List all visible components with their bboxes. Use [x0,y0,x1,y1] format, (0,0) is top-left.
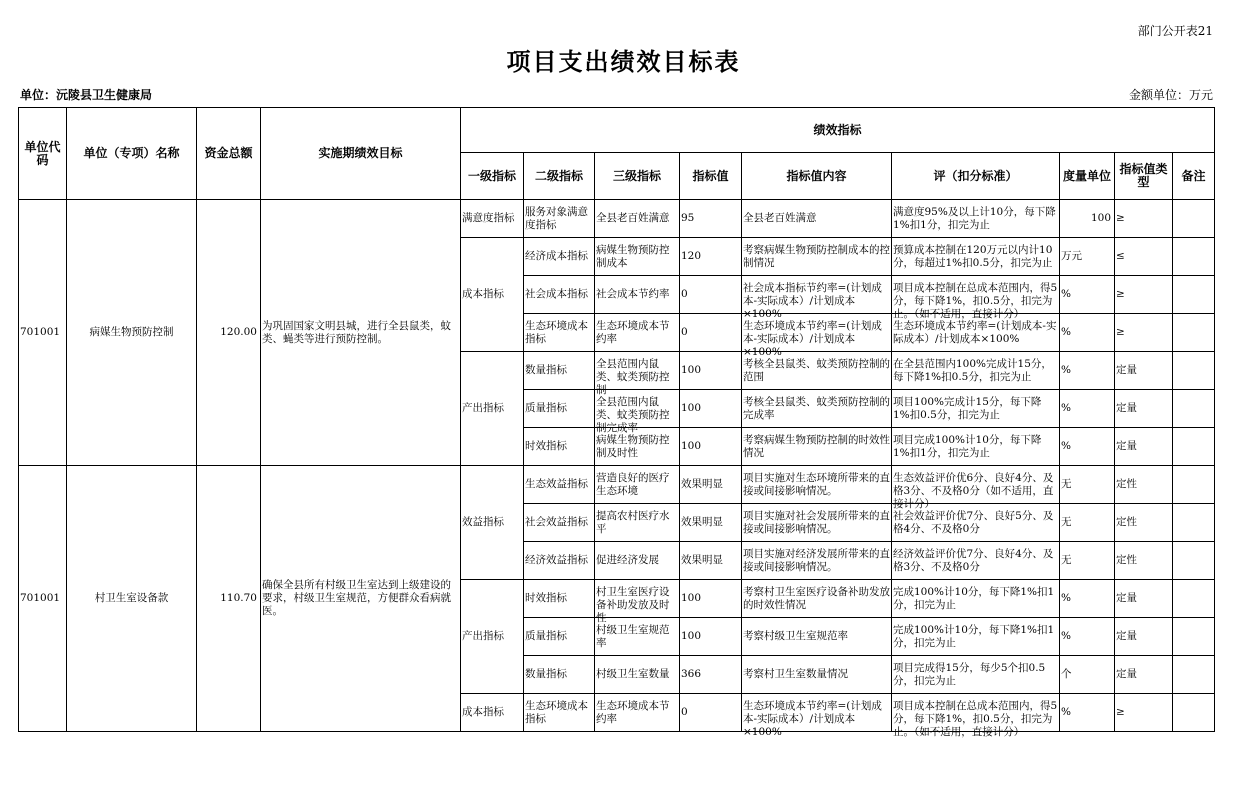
remark-cell [1173,238,1215,276]
content-cell [742,314,892,358]
goal-cell: 为巩固国家文明县城，进行全县鼠类，蚊类、蝇类等进行预防控制。 [261,200,461,466]
measure-unit-cell: % [1060,694,1115,732]
content-cell [742,200,892,238]
col-score: 评（扣分标准） [892,153,1060,200]
content-cell-text: 全县老百姓满意 [743,212,817,224]
remark-cell [1173,314,1215,352]
score-cell-text: 项目完成得15分，每少5个扣0.5分，扣完为止 [893,661,1046,687]
score-cell-text: 生态环境成本节约率=(计划成本-实际成本）/计划成本×100% [893,319,1057,345]
value-type-cell: 定量 [1115,618,1173,656]
score-cell-text: 满意度95%及以上计10分，每下降1%扣1分，扣完为止 [893,205,1056,231]
level3-cell [595,390,680,434]
table-body [19,200,1215,738]
level3-cell [595,238,680,276]
level3-cell-text: 生态环境成本节约率 [596,319,670,345]
score-cell [892,352,1060,390]
unit-name-cell: 病媒生物预防控制 [67,200,197,466]
level3-cell-text: 村级卫生室规范率 [596,623,670,649]
col-total-funds: 资金总额 [197,108,261,200]
level2-cell [524,542,595,580]
content-cell-text: 考核全县鼠类、蚊类预防控制的范围 [743,357,890,383]
content-cell-text: 项目实施对经济发展所带来的直接或间接影响情况。 [743,547,890,573]
level3-cell [595,618,680,656]
content-cell-text: 考察病媒生物预防控制成本的控制情况 [743,243,890,269]
page-title: 项目支出绩效目标表 [506,47,741,76]
level2-cell [524,428,595,466]
level2-cell-text: 质量指标 [525,630,567,642]
value-cell: 效果明显 [680,542,742,580]
value-type-cell: ≤ [1115,238,1173,276]
funds-cell: 110.70 [197,466,261,732]
value-type-cell: ≥ [1115,694,1173,732]
value-cell: 0 [680,276,742,314]
score-cell-text: 预算成本控制在120万元以内计10分，每超过1%扣0.5分，扣完为止 [893,243,1053,269]
score-cell-text: 经济效益评价优7分、良好4分、及格3分、不及格0分 [893,547,1054,573]
remark-cell [1173,618,1215,656]
score-cell [892,542,1060,580]
measure-unit-cell: % [1060,580,1115,618]
level3-cell [595,314,680,352]
level2-cell-text: 数量指标 [525,364,567,376]
remark-cell [1173,504,1215,542]
value-type-cell: 定性 [1115,504,1173,542]
level2-cell [524,580,595,618]
value-type-cell: ≥ [1115,276,1173,314]
score-cell-text: 社会效益评价优7分、良好5分、及格4分、不及格0分 [893,509,1054,535]
content-cell [742,580,892,618]
score-cell-text: 项目成本控制在总成本范围内，得5分，每下降1%，扣0.5分，扣完为止。（如不适用，直接计分） [893,281,1058,320]
score-cell [892,428,1060,466]
measure-unit-cell: % [1060,352,1115,390]
content-cell-text: 生态环境成本节约率=(计划成本-实际成本）/计划成本×100% [743,699,882,738]
remark-cell [1173,200,1215,238]
level3-cell-text: 生态环境成本节约率 [596,699,670,725]
value-type-cell: 定量 [1115,390,1173,428]
level2-cell [524,238,595,276]
measure-unit-cell: % [1060,618,1115,656]
remark-cell [1173,428,1215,466]
content-cell [742,656,892,694]
content-cell [742,542,892,580]
level3-cell-text: 促进经济发展 [596,554,659,566]
table-row [19,200,1215,238]
value-type-cell: ≥ [1115,314,1173,352]
level3-cell [595,428,680,466]
level3-cell [595,200,680,238]
table-number-label: 部门公开表21 [1137,24,1213,38]
value-cell: 0 [680,314,742,352]
score-cell [892,238,1060,276]
level2-cell-text: 社会效益指标 [525,516,588,528]
content-cell [742,504,892,542]
score-cell-text: 生态效益评价优6分、良好4分、及格3分、不及格0分（如不适用，直接计分） [893,471,1054,510]
content-cell-text: 考察病媒生物预防控制的时效性情况 [743,433,890,459]
funds-cell: 120.00 [197,200,261,466]
score-cell [892,694,1060,738]
level3-cell-text: 营造良好的医疗生态环境 [596,471,670,497]
level2-cell [524,276,595,314]
col-unit-code: 单位代码 [19,108,67,200]
level2-cell-text: 社会成本指标 [525,288,588,300]
score-cell [892,276,1060,320]
unit-name-cell: 村卫生室设备款 [67,466,197,732]
content-cell-text: 考察村级卫生室规范率 [743,630,848,642]
value-cell: 0 [680,694,742,732]
score-cell-text: 项目完成100%计10分，每下降1%扣1分，扣完为止 [893,433,1042,459]
level3-cell [595,542,680,580]
unit-code-cell: 701001 [19,200,67,466]
level1-cell: 成本指标 [461,238,524,352]
department-unit: 单位：沅陵县卫生健康局 [20,88,153,102]
remark-cell [1173,276,1215,314]
score-cell [892,466,1060,510]
measure-unit-cell: 万元 [1060,238,1115,276]
level2-cell-text: 数量指标 [525,668,567,680]
col-content: 指标值内容 [742,153,892,200]
level2-cell-text: 质量指标 [525,402,567,414]
level3-cell [595,656,680,694]
level3-cell-text: 社会成本节约率 [596,288,670,300]
level2-cell-text: 时效指标 [525,592,567,604]
measure-unit-cell: 无 [1060,466,1115,504]
content-cell-text: 考核全县鼠类、蚊类预防控制的完成率 [743,395,890,421]
level3-cell [595,504,680,542]
level1-cell: 满意度指标 [461,200,524,238]
content-cell [742,466,892,504]
level2-cell-text: 生态效益指标 [525,478,588,490]
score-cell-text: 项目成本控制在总成本范围内，得5分，每下降1%，扣0.5分，扣完为止。（如不适用，直接计分） [893,699,1058,738]
value-type-cell: 定量 [1115,352,1173,390]
content-cell [742,390,892,428]
col-measure-unit: 度量单位 [1060,153,1115,200]
value-cell: 120 [680,238,742,276]
level2-cell-text: 生态环境成本指标 [525,699,588,725]
value-cell: 366 [680,656,742,694]
content-cell-text: 社会成本指标节约率=(计划成本-实际成本）/计划成本×100% [743,281,882,320]
score-cell-text: 完成100%计10分，每下降1%扣1分，扣完为止 [893,585,1055,611]
value-cell: 95 [680,200,742,238]
level3-cell [595,580,680,624]
value-type-cell: 定性 [1115,466,1173,504]
content-cell-text: 生态环境成本节约率=(计划成本-实际成本）/计划成本×100% [743,319,882,358]
col-value: 指标值 [680,153,742,200]
measure-unit-cell: 无 [1060,542,1115,580]
level3-cell-text: 全县老百姓满意 [596,212,670,224]
col-unit-name: 单位（专项）名称 [67,108,197,200]
measure-unit-cell: 无 [1060,504,1115,542]
measure-unit-cell: 100 [1060,200,1115,238]
score-cell [892,504,1060,542]
money-unit-label: 金额单位：万元 [1128,88,1213,102]
content-cell [742,618,892,656]
remark-cell [1173,352,1215,390]
level1-cell: 成本指标 [461,694,524,732]
score-cell [892,390,1060,428]
content-cell-text: 项目实施对生态环境所带来的直接或间接影响情况。 [743,471,890,497]
level3-cell-text: 村级卫生室数量 [596,668,670,680]
level3-cell-text: 病媒生物预防控制及时性 [596,433,670,459]
col-level3: 三级指标 [595,153,680,200]
value-cell: 100 [680,618,742,656]
level1-cell: 效益指标 [461,466,524,580]
level2-cell [524,390,595,428]
level2-cell [524,504,595,542]
content-cell [742,352,892,390]
remark-cell [1173,542,1215,580]
remark-cell [1173,390,1215,428]
level2-cell [524,694,595,732]
level2-cell-text: 经济成本指标 [525,250,588,262]
level2-cell [524,200,595,238]
level3-cell-text: 提高农村医疗水平 [596,509,670,535]
level2-cell [524,314,595,352]
content-cell-text: 考察村卫生室医疗设备补助发放的时效性情况 [743,585,890,611]
content-cell [742,238,892,276]
level1-cell: 产出指标 [461,580,524,694]
performance-target-table [18,107,1215,738]
score-cell-text: 项目100%完成计15分，每下降1%扣0.5分，扣完为止 [893,395,1042,421]
level3-cell-text: 全县范围内鼠类、蚊类预防控制完成率 [596,395,670,434]
value-type-cell: 定量 [1115,656,1173,694]
score-cell [892,314,1060,352]
col-indicators: 绩效指标 [461,108,1215,153]
level2-cell-text: 时效指标 [525,440,567,452]
col-level2: 二级指标 [524,153,595,200]
measure-unit-cell: % [1060,390,1115,428]
content-cell [742,428,892,466]
unit-code-cell: 701001 [19,466,67,732]
content-cell [742,694,892,738]
table-row [19,466,1215,504]
score-cell [892,656,1060,694]
remark-cell [1173,656,1215,694]
content-cell [742,276,892,320]
remark-cell [1173,466,1215,504]
content-cell-text: 考察村卫生室数量情况 [743,668,848,680]
level3-cell-text: 村卫生室医疗设备补助发放及时性 [596,585,670,624]
level3-cell-text: 全县范围内鼠类、蚊类预防控制 [596,357,670,396]
content-cell-text: 项目实施对社会发展所带来的直接或间接影响情况。 [743,509,890,535]
value-type-cell: 定量 [1115,580,1173,618]
level2-cell [524,352,595,390]
goal-cell: 确保全县所有村级卫生室达到上级建设的要求，村级卫生室规范，方便群众看病就医。 [261,466,461,732]
value-type-cell: ≥ [1115,200,1173,238]
value-cell: 100 [680,580,742,618]
level3-cell [595,694,680,732]
col-goal: 实施期绩效目标 [261,108,461,200]
score-cell-text: 完成100%计10分，每下降1%扣1分，扣完为止 [893,623,1055,649]
level3-cell [595,276,680,314]
value-cell: 100 [680,352,742,390]
score-cell-text: 在全县范围内100%完成计15分，每下降1%扣0.5分，扣完为止 [893,357,1052,383]
level3-cell [595,352,680,396]
score-cell [892,580,1060,618]
score-cell [892,200,1060,238]
level2-cell-text: 经济效益指标 [525,554,588,566]
measure-unit-cell: % [1060,276,1115,314]
value-cell: 100 [680,428,742,466]
measure-unit-cell: 个 [1060,656,1115,694]
measure-unit-cell: % [1060,428,1115,466]
level2-cell [524,618,595,656]
value-type-cell: 定性 [1115,542,1173,580]
score-cell [892,618,1060,656]
measure-unit-cell: % [1060,314,1115,352]
col-value-type: 指标值类型 [1115,153,1173,200]
remark-cell [1173,694,1215,732]
remark-cell [1173,580,1215,618]
value-cell: 效果明显 [680,466,742,504]
col-level1: 一级指标 [461,153,524,200]
level3-cell-text: 病媒生物预防控制成本 [596,243,670,269]
level2-cell-text: 服务对象满意度指标 [525,205,588,231]
level2-cell [524,466,595,504]
value-cell: 100 [680,390,742,428]
level2-cell [524,656,595,694]
value-cell: 效果明显 [680,504,742,542]
level2-cell-text: 生态环境成本指标 [525,319,588,345]
value-type-cell: 定量 [1115,428,1173,466]
level3-cell [595,466,680,504]
col-remark: 备注 [1173,153,1215,200]
level1-cell: 产出指标 [461,352,524,466]
